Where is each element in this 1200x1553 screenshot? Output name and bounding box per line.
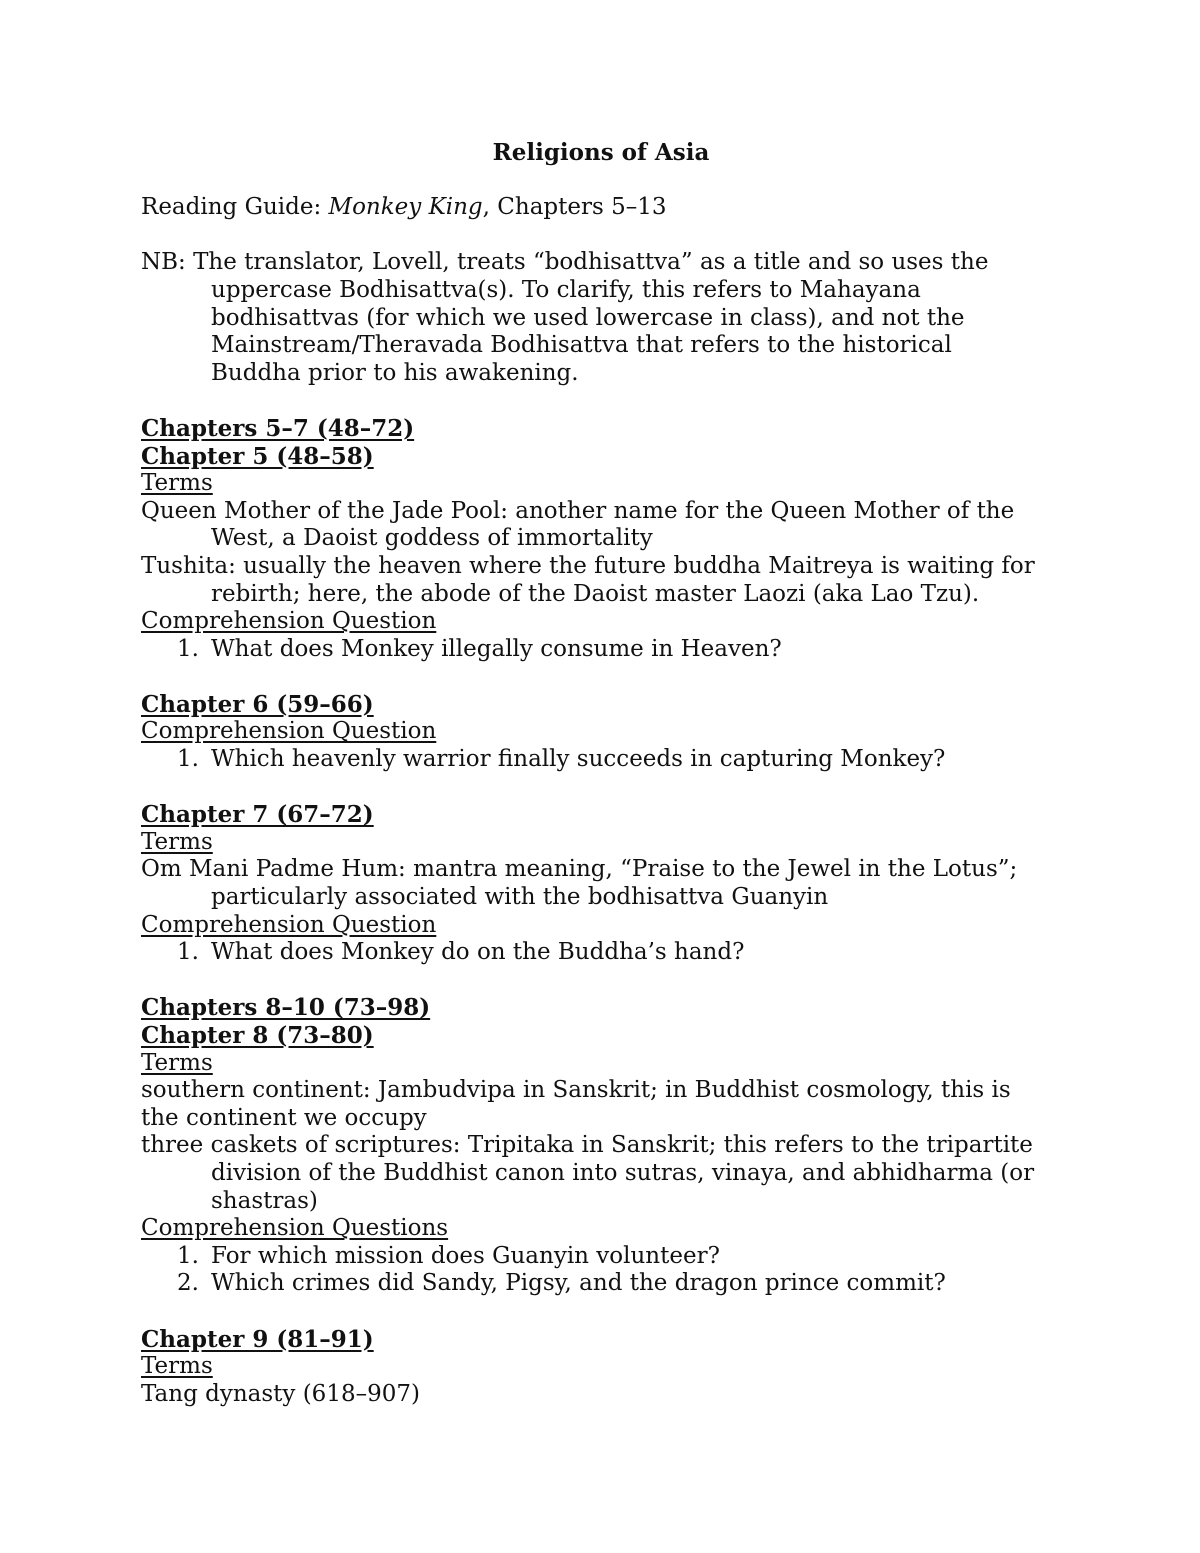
question-text: Which heavenly warrior finally succeeds in capturing Monkey?	[211, 746, 946, 773]
term-line: Tushita: usually the heaven where the future buddha Maitreya is waiting for	[141, 552, 1035, 579]
term-line: division of the Buddhist canon into sutras, vinaya, and abhidharma (or	[211, 1159, 1035, 1186]
term-entry	[141, 856, 1061, 911]
question-item	[141, 939, 1061, 967]
question-text: Which crimes did Sandy, Pigsy, and the dragon prince commit?	[211, 1270, 946, 1297]
terms-label: Terms	[141, 470, 213, 497]
question-text: What does Monkey do on the Buddha’s hand?	[211, 939, 745, 966]
question-item	[141, 746, 1061, 774]
question-text: What does Monkey illegally consume in Heaven?	[211, 635, 782, 662]
note-line: bodhisattvas (for which we used lowercase in class), and not the	[211, 304, 965, 331]
note-line: Buddha prior to his awakening.	[211, 359, 579, 386]
term-entry	[141, 1132, 1061, 1215]
reading-guide-book-title: Monkey King	[328, 194, 483, 221]
term-line: Om Mani Padme Hum: mantra meaning, “Praise to the Jewel in the Lotus”;	[141, 856, 1018, 883]
question-number: 1.	[177, 1242, 199, 1269]
chapter-heading-9: Chapter 9 (81–91)	[141, 1325, 374, 1353]
chapter-heading-5: Chapter 5 (48–58)	[141, 442, 374, 470]
note-line: uppercase Bodhisattva(s). To clarify, this refers to Mahayana	[211, 276, 921, 303]
terms-label: Terms	[141, 1353, 213, 1380]
term-line: southern continent: Jambudvipa in Sanskrit; in Buddhist cosmology, this is	[141, 1077, 1011, 1104]
question-item	[141, 1270, 1061, 1298]
question-text: For which mission does Guanyin volunteer?	[211, 1242, 720, 1269]
reading-guide-prefix: Reading Guide:	[141, 194, 329, 221]
term-line: Queen Mother of the Jade Pool: another name for the Queen Mother of the	[141, 497, 1015, 524]
question-item	[141, 636, 1061, 664]
term-line: particularly associated with the bodhisattva Guanyin	[211, 884, 829, 911]
term-line: shastras)	[211, 1187, 318, 1214]
document-body	[141, 139, 1061, 1408]
question-number: 1.	[177, 746, 199, 773]
chapter-heading-6: Chapter 6 (59–66)	[141, 690, 374, 718]
reading-guide-suffix: , Chapters 5–13	[482, 194, 667, 221]
question-number: 1.	[177, 635, 199, 662]
chapter-heading-8: Chapter 8 (73–80)	[141, 1022, 374, 1049]
note-line: Mainstream/Theravada Bodhisattva that refers to the historical	[211, 332, 952, 359]
terms-label: Terms	[141, 1049, 213, 1076]
term-entry	[141, 553, 1061, 608]
term-line: West, a Daoist goddess of immortality	[211, 525, 653, 552]
term-entry	[141, 498, 1061, 553]
comprehension-question-label: Comprehension Question	[141, 911, 437, 938]
comprehension-question-label: Comprehension Question	[141, 718, 437, 745]
question-number: 2.	[177, 1270, 199, 1297]
chapter-heading-7: Chapter 7 (67–72)	[141, 801, 374, 829]
term-line: three caskets of scriptures: Tripitaka in Sanskrit; this refers to the tripartite	[141, 1132, 1033, 1159]
term-line: the continent we occupy	[141, 1104, 427, 1131]
section-heading-chapters-8-10: Chapters 8–10 (73–98)	[141, 994, 431, 1022]
terms-label: Terms	[141, 828, 213, 855]
term-line: Tang dynasty (618–907)	[141, 1380, 420, 1407]
question-item	[141, 1243, 1061, 1271]
translator-note	[141, 249, 1061, 387]
comprehension-question-label: Comprehension Question	[141, 608, 437, 635]
question-number: 1.	[177, 939, 199, 966]
comprehension-questions-label: Comprehension Questions	[141, 1215, 449, 1242]
note-line: NB: The translator, Lovell, treats “bodhisattva” as a title and so uses the	[141, 249, 989, 276]
page-title: Religions of Asia	[492, 139, 710, 166]
section-heading-chapters-5-7: Chapters 5–7 (48–72)	[141, 414, 415, 442]
term-line: rebirth; here, the abode of the Daoist master Laozi (aka Lao Tzu).	[211, 580, 980, 607]
reading-guide-line	[141, 194, 1061, 222]
